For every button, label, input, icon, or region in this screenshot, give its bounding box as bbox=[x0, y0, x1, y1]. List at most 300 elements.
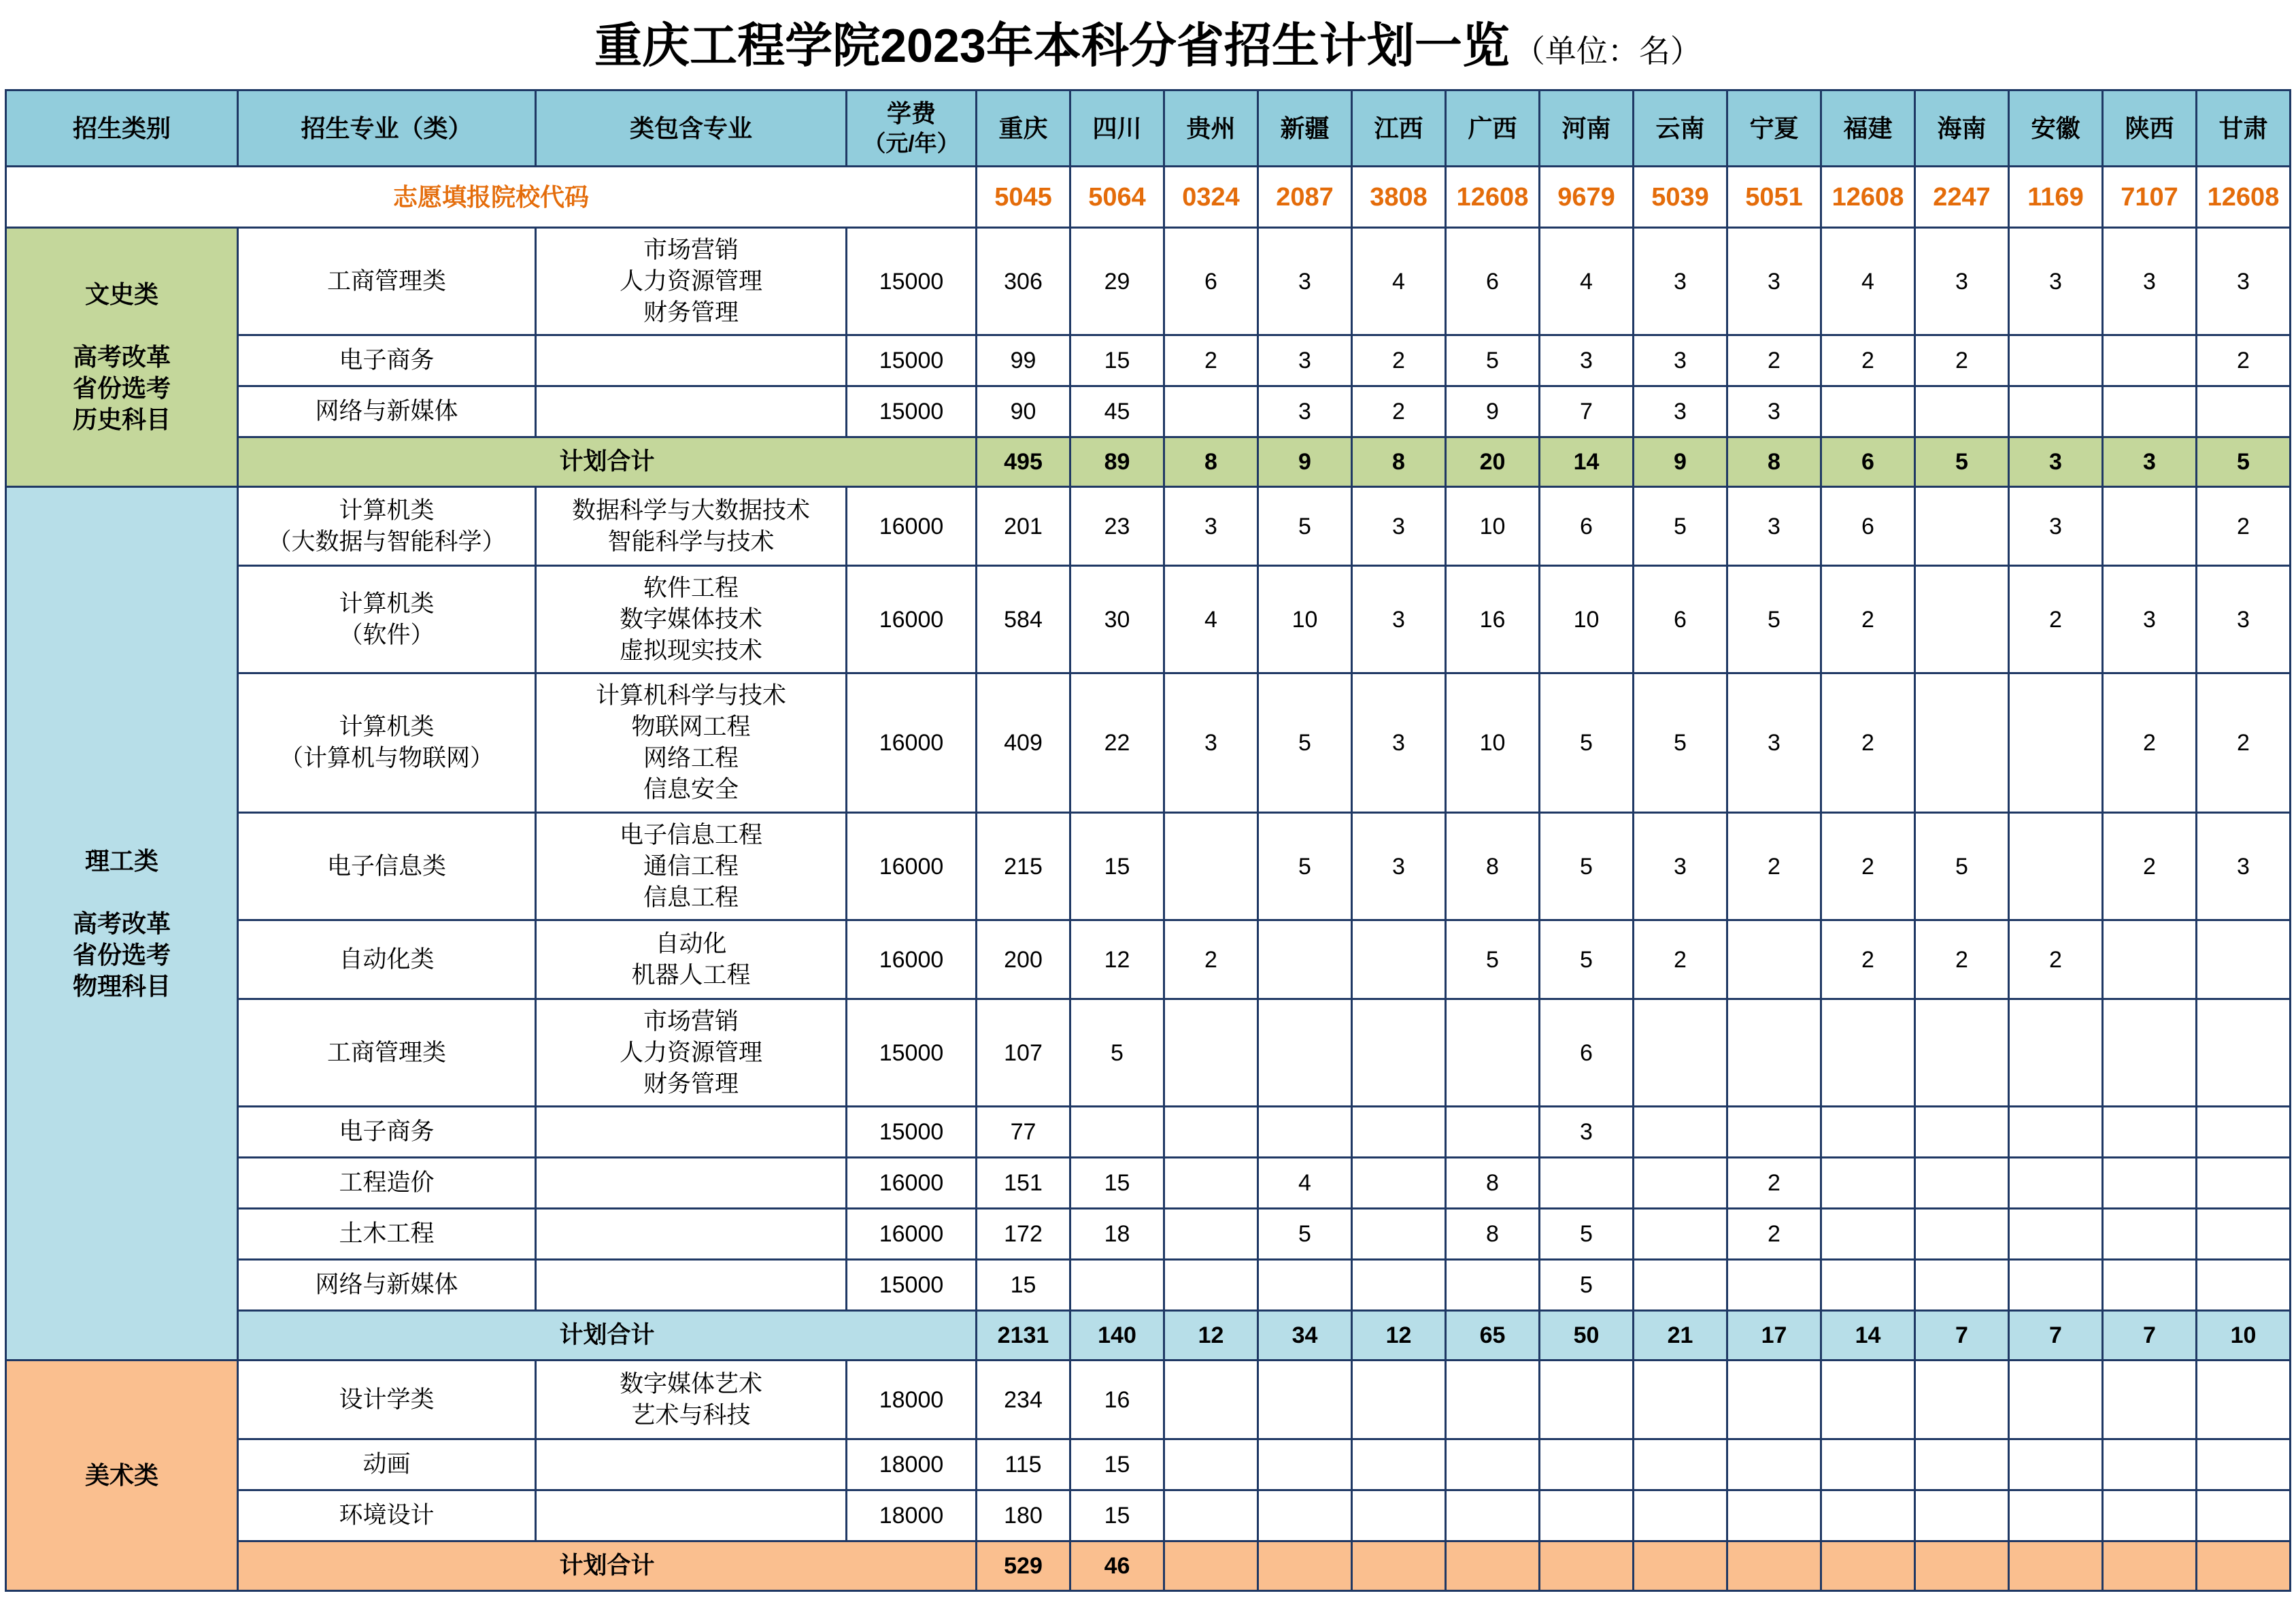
school-code-cell: 2247 bbox=[1916, 167, 2008, 227]
subtotal-count-cell: 10 bbox=[2197, 1312, 2289, 1359]
count-cell bbox=[1447, 1361, 1538, 1438]
includes-line: 智能科学与技术 bbox=[607, 528, 775, 555]
subtotal-count-cell: 17 bbox=[1728, 1312, 1820, 1359]
count-cell bbox=[2010, 1491, 2101, 1540]
count-cell bbox=[1822, 1491, 1914, 1540]
count-cell: 15 bbox=[1071, 1491, 1163, 1540]
code-label: 志愿填报院校代码 bbox=[7, 167, 975, 227]
major-cell bbox=[239, 1491, 535, 1540]
subtotal-count-cell: 140 bbox=[1071, 1312, 1163, 1359]
count-cell bbox=[1165, 1440, 1257, 1489]
includes-line: 信息安全 bbox=[643, 776, 739, 803]
count-cell bbox=[2197, 1107, 2289, 1156]
count-cell: 3 bbox=[1634, 387, 1726, 436]
count-cell bbox=[2197, 1361, 2289, 1438]
count-cell: 3 bbox=[2197, 814, 2289, 919]
includes-cell bbox=[537, 814, 845, 919]
count-cell: 5 bbox=[1259, 674, 1351, 812]
count-cell: 30 bbox=[1071, 567, 1163, 672]
count-cell: 77 bbox=[977, 1107, 1069, 1156]
includes-line: 信息工程 bbox=[643, 884, 739, 911]
count-cell: 234 bbox=[977, 1361, 1069, 1438]
subtotal-count-cell: 8 bbox=[1165, 438, 1257, 486]
subtotal-count-cell bbox=[1728, 1542, 1820, 1590]
count-cell bbox=[1165, 814, 1257, 919]
major-line: 计算机类 bbox=[339, 590, 435, 617]
count-cell: 5 bbox=[1916, 814, 2008, 919]
count-cell bbox=[1353, 1261, 1445, 1309]
tuition-cell: 16000 bbox=[847, 1158, 975, 1207]
count-cell bbox=[1822, 1209, 1914, 1258]
count-cell: 2 bbox=[2197, 336, 2289, 385]
count-cell bbox=[1165, 1261, 1257, 1309]
subtotal-count-cell bbox=[1822, 1542, 1914, 1590]
count-cell bbox=[2010, 387, 2101, 436]
school-code-cell: 2087 bbox=[1259, 167, 1351, 227]
subtotal-count-cell: 529 bbox=[977, 1542, 1069, 1590]
count-cell: 10 bbox=[1259, 567, 1351, 672]
count-cell: 45 bbox=[1071, 387, 1163, 436]
count-cell: 2 bbox=[2197, 674, 2289, 812]
count-cell: 15 bbox=[1071, 1440, 1163, 1489]
count-cell: 18 bbox=[1071, 1209, 1163, 1258]
count-cell: 4 bbox=[1822, 229, 1914, 334]
count-cell: 2 bbox=[1822, 567, 1914, 672]
major-line: 工商管理类 bbox=[326, 1039, 446, 1066]
count-cell: 3 bbox=[2010, 488, 2101, 565]
count-cell: 3 bbox=[1259, 336, 1351, 385]
count-cell: 5 bbox=[1259, 488, 1351, 565]
includes-line: 数字媒体艺术 bbox=[619, 1370, 762, 1397]
count-cell: 6 bbox=[1822, 488, 1914, 565]
count-cell: 5 bbox=[1540, 674, 1632, 812]
subtotal-count-cell: 8 bbox=[1728, 438, 1820, 486]
subtotal-count-cell: 6 bbox=[1822, 438, 1914, 486]
count-cell bbox=[1540, 1361, 1632, 1438]
count-cell bbox=[1540, 1491, 1632, 1540]
count-cell bbox=[1822, 1158, 1914, 1207]
subtotal-count-cell: 14 bbox=[1540, 438, 1632, 486]
count-cell: 3 bbox=[1634, 336, 1726, 385]
count-cell bbox=[1447, 1261, 1538, 1309]
school-code-cell: 9679 bbox=[1540, 167, 1632, 227]
count-cell bbox=[1728, 1000, 1820, 1105]
count-cell: 3 bbox=[1353, 814, 1445, 919]
header-province: 四川 bbox=[1071, 91, 1163, 165]
count-cell bbox=[1259, 1000, 1351, 1105]
header-province: 新疆 bbox=[1259, 91, 1351, 165]
count-cell: 2 bbox=[2104, 814, 2195, 919]
count-cell: 5 bbox=[1540, 1209, 1632, 1258]
count-cell bbox=[2010, 1107, 2101, 1156]
count-cell bbox=[1165, 1361, 1257, 1438]
count-cell: 3 bbox=[1259, 387, 1351, 436]
count-cell bbox=[2197, 1491, 2289, 1540]
count-cell bbox=[2104, 1000, 2195, 1105]
includes-cell bbox=[537, 387, 845, 436]
count-cell bbox=[1916, 1209, 2008, 1258]
count-cell: 6 bbox=[1540, 488, 1632, 565]
count-cell bbox=[1916, 1261, 2008, 1309]
tuition-cell: 18000 bbox=[847, 1491, 975, 1540]
count-cell bbox=[1165, 1209, 1257, 1258]
subtotal-count-cell: 89 bbox=[1071, 438, 1163, 486]
count-cell bbox=[1353, 1209, 1445, 1258]
count-cell: 3 bbox=[2104, 567, 2195, 672]
category-name: 理工类 bbox=[84, 846, 158, 875]
count-cell: 3 bbox=[1728, 229, 1820, 334]
count-cell bbox=[2104, 1261, 2195, 1309]
count-cell bbox=[2104, 921, 2195, 998]
subtotal-count-cell: 7 bbox=[2104, 1312, 2195, 1359]
major-cell bbox=[239, 674, 535, 812]
count-cell: 3 bbox=[1728, 674, 1820, 812]
count-cell bbox=[1728, 1107, 1820, 1156]
count-cell bbox=[1353, 1440, 1445, 1489]
header-province: 陕西 bbox=[2104, 91, 2195, 165]
count-cell bbox=[1353, 1491, 1445, 1540]
count-cell: 2 bbox=[1822, 921, 1914, 998]
count-cell: 2 bbox=[1728, 1209, 1820, 1258]
count-cell: 2 bbox=[1165, 336, 1257, 385]
major-line: 环境设计 bbox=[339, 1502, 435, 1529]
category-note-line: 历史科目 bbox=[72, 405, 171, 433]
major-cell bbox=[239, 1158, 535, 1207]
school-code-cell: 12608 bbox=[2197, 167, 2289, 227]
header-tuition bbox=[847, 91, 975, 165]
count-cell: 3 bbox=[1353, 488, 1445, 565]
count-cell: 2 bbox=[2010, 567, 2101, 672]
count-cell bbox=[1916, 674, 2008, 812]
count-cell: 90 bbox=[977, 387, 1069, 436]
count-cell: 3 bbox=[1165, 674, 1257, 812]
count-cell bbox=[1822, 1000, 1914, 1105]
school-code-cell: 12608 bbox=[1822, 167, 1914, 227]
includes-line: 网络工程 bbox=[643, 745, 739, 771]
count-cell bbox=[1822, 1261, 1914, 1309]
count-cell: 15 bbox=[1071, 1158, 1163, 1207]
count-cell bbox=[2010, 814, 2101, 919]
count-cell bbox=[1165, 1000, 1257, 1105]
count-cell bbox=[1259, 921, 1351, 998]
includes-cell bbox=[537, 488, 845, 565]
header-province: 重庆 bbox=[977, 91, 1069, 165]
tuition-cell: 16000 bbox=[847, 674, 975, 812]
subtotal-count-cell: 20 bbox=[1447, 438, 1538, 486]
count-cell: 2 bbox=[1165, 921, 1257, 998]
tuition-cell: 16000 bbox=[847, 921, 975, 998]
count-cell: 16 bbox=[1071, 1361, 1163, 1438]
title-bar bbox=[0, 0, 2296, 87]
count-cell: 8 bbox=[1447, 1158, 1538, 1207]
count-cell bbox=[1916, 1000, 2008, 1105]
count-cell: 2 bbox=[1353, 336, 1445, 385]
count-cell bbox=[1634, 1000, 1726, 1105]
major-cell bbox=[239, 814, 535, 919]
count-cell: 6 bbox=[1447, 229, 1538, 334]
subtotal-count-cell: 34 bbox=[1259, 1312, 1351, 1359]
count-cell: 409 bbox=[977, 674, 1069, 812]
page-title: 重庆工程学院2023年本科分省招生计划一览 bbox=[594, 19, 1510, 72]
tuition-cell: 15000 bbox=[847, 1000, 975, 1105]
includes-line: 市场营销 bbox=[643, 1007, 739, 1035]
count-cell bbox=[2010, 1209, 2101, 1258]
count-cell: 4 bbox=[1259, 1158, 1351, 1207]
category-notes bbox=[73, 341, 171, 435]
count-cell: 8 bbox=[1447, 814, 1538, 919]
major-line: 网络与新媒体 bbox=[315, 398, 458, 424]
count-cell: 9 bbox=[1447, 387, 1538, 436]
subtotal-count-cell: 21 bbox=[1634, 1312, 1726, 1359]
major-line: 电子商务 bbox=[339, 347, 435, 373]
count-cell: 115 bbox=[977, 1440, 1069, 1489]
count-cell: 2 bbox=[2104, 674, 2195, 812]
count-cell bbox=[1916, 1107, 2008, 1156]
school-code-cell: 7107 bbox=[2104, 167, 2195, 227]
count-cell bbox=[2104, 1209, 2195, 1258]
count-cell: 3 bbox=[1540, 336, 1632, 385]
count-cell bbox=[1447, 1440, 1538, 1489]
count-cell bbox=[1728, 921, 1820, 998]
count-cell: 23 bbox=[1071, 488, 1163, 565]
header-province: 江西 bbox=[1353, 91, 1445, 165]
major-line: 电子商务 bbox=[339, 1118, 435, 1145]
includes-line: 人力资源管理 bbox=[619, 267, 762, 295]
count-cell: 7 bbox=[1540, 387, 1632, 436]
count-cell: 22 bbox=[1071, 674, 1163, 812]
count-cell bbox=[1822, 1361, 1914, 1438]
school-code-cell: 5039 bbox=[1634, 167, 1726, 227]
category-notes bbox=[73, 908, 171, 1002]
includes-line: 数据科学与大数据技术 bbox=[571, 497, 810, 524]
category-name: 文史类 bbox=[84, 280, 158, 308]
subtotal-count-cell: 7 bbox=[1916, 1312, 2008, 1359]
count-cell bbox=[1728, 1491, 1820, 1540]
count-cell bbox=[2010, 1000, 2101, 1105]
includes-line: 自动化 bbox=[655, 930, 727, 957]
count-cell: 3 bbox=[2010, 229, 2101, 334]
section-category-cell bbox=[7, 229, 237, 486]
count-cell: 5 bbox=[1259, 814, 1351, 919]
includes-cell bbox=[537, 1361, 845, 1438]
count-cell: 2 bbox=[2010, 921, 2101, 998]
subtotal-count-cell: 46 bbox=[1071, 1542, 1163, 1590]
count-cell: 3 bbox=[1916, 229, 2008, 334]
count-cell bbox=[1353, 921, 1445, 998]
count-cell: 5 bbox=[1728, 567, 1820, 672]
school-code-cell: 3808 bbox=[1353, 167, 1445, 227]
count-cell: 2 bbox=[1728, 336, 1820, 385]
includes-cell bbox=[537, 1107, 845, 1156]
count-cell bbox=[1916, 387, 2008, 436]
count-cell bbox=[1540, 1158, 1632, 1207]
subtotal-count-cell: 3 bbox=[2104, 438, 2195, 486]
tuition-cell: 18000 bbox=[847, 1361, 975, 1438]
count-cell bbox=[2104, 387, 2195, 436]
count-cell: 3 bbox=[1259, 229, 1351, 334]
count-cell bbox=[1822, 1440, 1914, 1489]
category-note-line: 高考改革 bbox=[72, 909, 171, 937]
major-line: 动画 bbox=[362, 1451, 411, 1478]
subtotal-count-cell bbox=[1165, 1542, 1257, 1590]
tuition-cell: 18000 bbox=[847, 1440, 975, 1489]
subtotal-count-cell bbox=[1259, 1542, 1351, 1590]
count-cell bbox=[1447, 1107, 1538, 1156]
subtotal-count-cell bbox=[2010, 1542, 2101, 1590]
tuition-cell: 16000 bbox=[847, 567, 975, 672]
count-cell bbox=[2104, 1361, 2195, 1438]
major-cell bbox=[239, 1361, 535, 1438]
count-cell: 15 bbox=[1071, 336, 1163, 385]
tuition-cell: 15000 bbox=[847, 229, 975, 334]
count-cell bbox=[1916, 567, 2008, 672]
includes-line: 市场营销 bbox=[643, 236, 739, 263]
count-cell: 151 bbox=[977, 1158, 1069, 1207]
count-cell: 180 bbox=[977, 1491, 1069, 1540]
count-cell: 15 bbox=[1071, 814, 1163, 919]
count-cell: 4 bbox=[1540, 229, 1632, 334]
major-cell bbox=[239, 921, 535, 998]
includes-cell bbox=[537, 336, 845, 385]
tuition-cell: 15000 bbox=[847, 1107, 975, 1156]
count-cell bbox=[2197, 1158, 2289, 1207]
count-cell bbox=[2197, 1261, 2289, 1309]
count-cell bbox=[1447, 1491, 1538, 1540]
major-cell bbox=[239, 1000, 535, 1105]
subtotal-count-cell: 8 bbox=[1353, 438, 1445, 486]
count-cell: 2 bbox=[1728, 1158, 1820, 1207]
count-cell: 3 bbox=[1353, 674, 1445, 812]
count-cell bbox=[1822, 1107, 1914, 1156]
category-note-line: 物理科目 bbox=[72, 971, 171, 1000]
tuition-cell: 15000 bbox=[847, 336, 975, 385]
count-cell: 12 bbox=[1071, 921, 1163, 998]
count-cell: 5 bbox=[1634, 674, 1726, 812]
major-cell bbox=[239, 567, 535, 672]
count-cell bbox=[1916, 1361, 2008, 1438]
tuition-cell: 16000 bbox=[847, 1209, 975, 1258]
count-cell: 306 bbox=[977, 229, 1069, 334]
subtotal-count-cell bbox=[1634, 1542, 1726, 1590]
count-cell bbox=[1822, 387, 1914, 436]
school-code-cell: 5045 bbox=[977, 167, 1069, 227]
count-cell bbox=[2010, 1158, 2101, 1207]
major-line: （计算机与物联网） bbox=[279, 745, 494, 771]
count-cell: 15 bbox=[977, 1261, 1069, 1309]
subtotal-count-cell: 5 bbox=[1916, 438, 2008, 486]
section-category-cell bbox=[7, 488, 237, 1359]
subtotal-count-cell bbox=[2104, 1542, 2195, 1590]
count-cell bbox=[1353, 1000, 1445, 1105]
subtotal-count-cell bbox=[1447, 1542, 1538, 1590]
count-cell: 29 bbox=[1071, 229, 1163, 334]
includes-line: 机器人工程 bbox=[631, 961, 751, 988]
count-cell bbox=[2197, 1440, 2289, 1489]
includes-line: 数字媒体技术 bbox=[619, 605, 762, 633]
count-cell bbox=[1634, 1261, 1726, 1309]
includes-line: 艺术与科技 bbox=[631, 1401, 751, 1429]
count-cell: 3 bbox=[1634, 229, 1726, 334]
count-cell: 8 bbox=[1447, 1209, 1538, 1258]
count-cell bbox=[2197, 387, 2289, 436]
count-cell bbox=[2104, 1440, 2195, 1489]
count-cell bbox=[1728, 1361, 1820, 1438]
count-cell bbox=[1259, 1491, 1351, 1540]
count-cell bbox=[1259, 1361, 1351, 1438]
header-category: 招生类别 bbox=[7, 91, 237, 165]
major-line: 工商管理类 bbox=[326, 267, 446, 295]
count-cell: 3 bbox=[2197, 567, 2289, 672]
count-cell: 2 bbox=[1634, 921, 1726, 998]
count-cell: 4 bbox=[1165, 567, 1257, 672]
subtotal-count-cell bbox=[1353, 1542, 1445, 1590]
major-cell bbox=[239, 1261, 535, 1309]
includes-cell bbox=[537, 1440, 845, 1489]
subtotal-label: 计划合计 bbox=[239, 438, 975, 486]
subtotal-count-cell: 12 bbox=[1353, 1312, 1445, 1359]
count-cell bbox=[1165, 1107, 1257, 1156]
count-cell: 10 bbox=[1540, 567, 1632, 672]
count-cell: 5 bbox=[1540, 1261, 1632, 1309]
header-major: 招生专业（类） bbox=[239, 91, 535, 165]
count-cell bbox=[1634, 1361, 1726, 1438]
includes-line: 软件工程 bbox=[643, 574, 739, 601]
count-cell bbox=[2104, 488, 2195, 565]
major-cell bbox=[239, 336, 535, 385]
school-code-cell: 1169 bbox=[2010, 167, 2101, 227]
count-cell bbox=[1071, 1261, 1163, 1309]
count-cell bbox=[2104, 1107, 2195, 1156]
count-cell: 5 bbox=[1447, 336, 1538, 385]
subtotal-count-cell: 12 bbox=[1165, 1312, 1257, 1359]
count-cell bbox=[2010, 1361, 2101, 1438]
header-tuition-line: （元/年） bbox=[863, 130, 960, 156]
count-cell: 5 bbox=[1634, 488, 1726, 565]
major-line: （大数据与智能科学） bbox=[267, 528, 506, 555]
count-cell: 16 bbox=[1447, 567, 1538, 672]
count-cell: 3 bbox=[1634, 814, 1726, 919]
subtotal-count-cell: 7 bbox=[2010, 1312, 2101, 1359]
includes-line: 虚拟现实技术 bbox=[619, 637, 762, 664]
count-cell bbox=[1259, 1261, 1351, 1309]
includes-cell bbox=[537, 1261, 845, 1309]
count-cell bbox=[2104, 1491, 2195, 1540]
subtotal-count-cell: 5 bbox=[2197, 438, 2289, 486]
count-cell: 3 bbox=[1540, 1107, 1632, 1156]
count-cell: 3 bbox=[1165, 488, 1257, 565]
count-cell: 107 bbox=[977, 1000, 1069, 1105]
category-note-line: 省份选考 bbox=[72, 940, 171, 969]
count-cell bbox=[1728, 1261, 1820, 1309]
includes-cell bbox=[537, 921, 845, 998]
header-province: 海南 bbox=[1916, 91, 2008, 165]
header-province: 云南 bbox=[1634, 91, 1726, 165]
count-cell: 10 bbox=[1447, 488, 1538, 565]
includes-cell bbox=[537, 674, 845, 812]
major-cell bbox=[239, 229, 535, 334]
count-cell bbox=[1259, 1440, 1351, 1489]
major-line: （软件） bbox=[339, 621, 435, 648]
count-cell: 5 bbox=[1259, 1209, 1351, 1258]
count-cell bbox=[1353, 1361, 1445, 1438]
count-cell: 6 bbox=[1540, 1000, 1632, 1105]
subtotal-count-cell bbox=[2197, 1542, 2289, 1590]
subtotal-count-cell: 50 bbox=[1540, 1312, 1632, 1359]
includes-cell bbox=[537, 1209, 845, 1258]
count-cell: 2 bbox=[1822, 674, 1914, 812]
category-name: 美术类 bbox=[84, 1461, 158, 1489]
tuition-cell: 15000 bbox=[847, 1261, 975, 1309]
